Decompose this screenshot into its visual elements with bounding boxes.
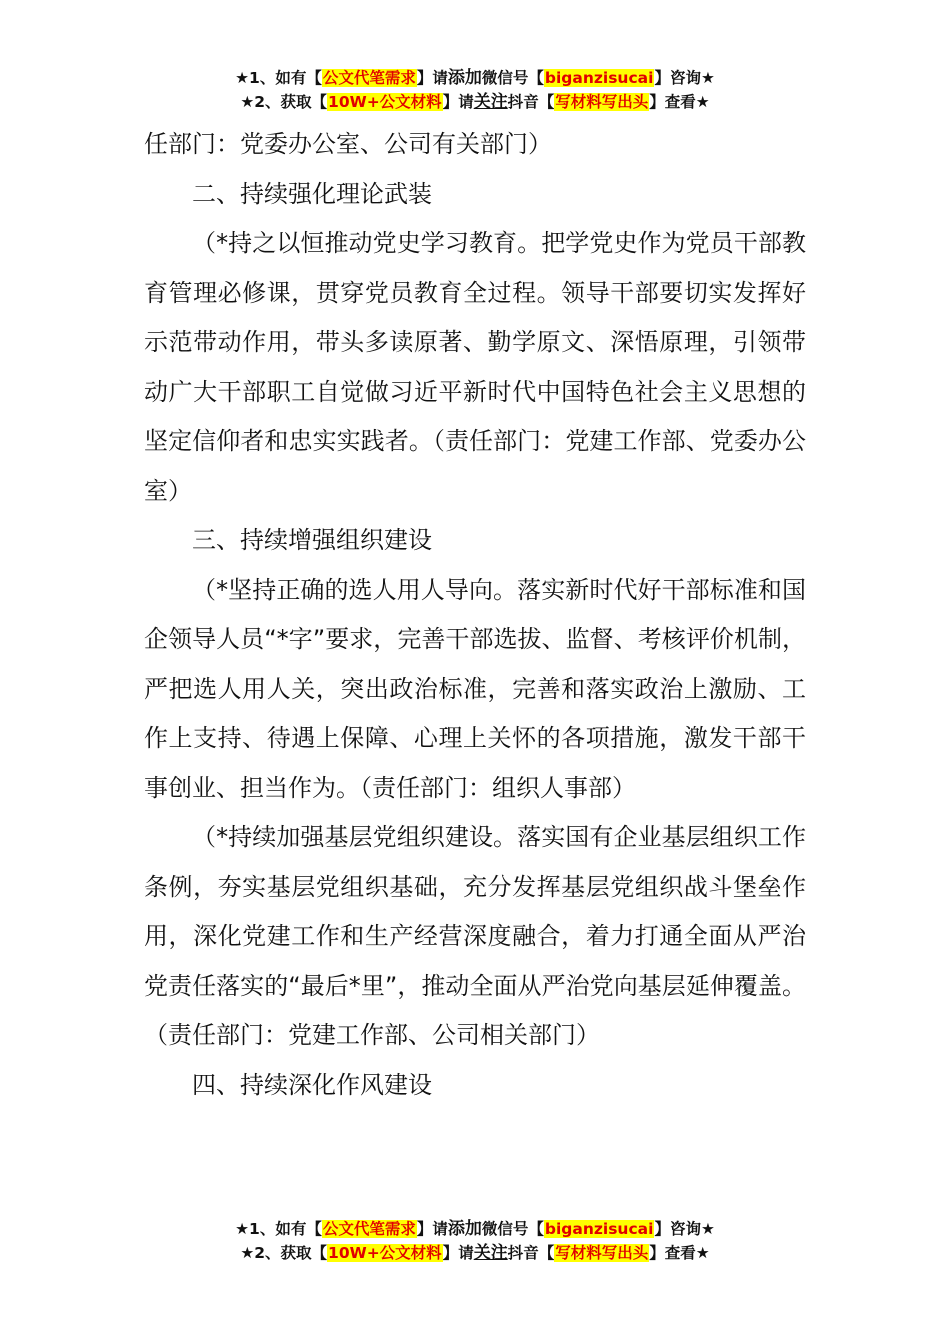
banner-line-1: ★1、如有【公文代笔需求】请添加微信号【biganzisucai】咨询★ [235, 68, 715, 88]
highlight-douyin-id: 写材料写出头 [555, 93, 649, 111]
highlight-service: 公文代笔需求 [322, 1220, 416, 1238]
paragraph-personnel: （*坚持正确的选人用人导向。落实新时代好干部标准和国企领导人员“*字”要求，完善干部选拔、监督、考核评价机制，严把选人用人关，突出政治标准，完善和落实政治上激励、工作上支持、待遇上保障、心理上关怀的各项措施，激发干部干事创业、担当作为。（责任部门：组织人事部） [144, 575, 806, 802]
section-heading-2: 二、持续强化理论武装 [192, 179, 432, 208]
highlight-douyin-id: 写材料写出头 [555, 1244, 649, 1262]
highlight-materials: 10W+公文材料 [328, 1244, 442, 1262]
header-banner [0, 66, 950, 114]
paragraph-continuation: 任部门：党委办公室、公司有关部门） [144, 130, 552, 158]
footer-banner [0, 1217, 950, 1265]
highlight-materials: 10W+公文材料 [328, 93, 442, 111]
paragraph-party-history: （*持之以恒推动党史学习教育。把学党史作为党员干部教育管理必修课，贯穿党员教育全过程。领导干部要切实发挥好示范带动作用，带头多读原著、勤学原文、深悟原理，引领带动广大干部职工自觉做习近平新时代中国特色社会主义思想的坚定信仰者和忠实实践者。（责任部门：党建工作部、党委办公室） [144, 229, 806, 505]
section-heading-4: 四、持续深化作风建设 [192, 1070, 432, 1099]
banner-line-2: ★2、获取【10W+公文材料】请关注抖音【写材料写出头】查看★ [240, 1243, 710, 1263]
highlight-wechat-id: biganzisucai [544, 1220, 654, 1238]
banner-line-2: ★2、获取【10W+公文材料】请关注抖音【写材料写出头】查看★ [240, 92, 710, 112]
highlight-service: 公文代笔需求 [322, 69, 416, 87]
highlight-wechat-id: biganzisucai [544, 69, 654, 87]
paragraph-grassroots: （*持续加强基层党组织建设。落实国有企业基层组织工作条例，夯实基层党组织基础，充分发挥基层党组织战斗堡垒作用，深化党建工作和生产经营深度融合，着力打通全面从严治党责任落实的“最后*里”，推动全面从严治党向基层延伸覆盖。（责任部门：党建工作部、公司相关部门） [144, 823, 806, 1049]
banner-line-1: ★1、如有【公文代笔需求】请添加微信号【biganzisucai】咨询★ [235, 1219, 715, 1239]
document-body [144, 120, 806, 1110]
section-heading-3: 三、持续增强组织建设 [192, 526, 432, 554]
